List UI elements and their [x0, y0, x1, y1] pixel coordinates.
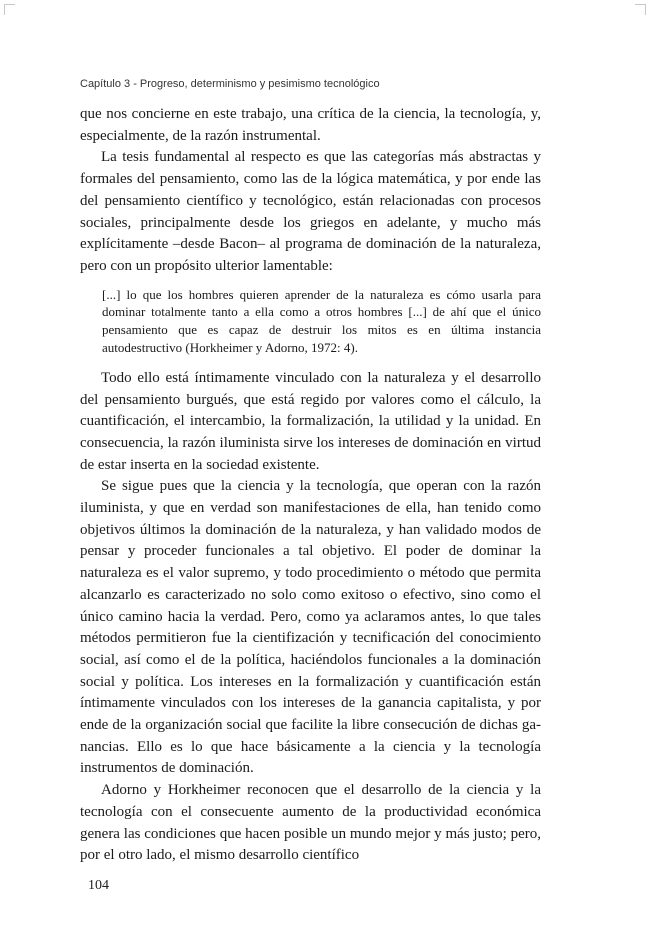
paragraph-continuation: que nos concierne en este trabajo, una crítica de la ciencia, la tecnología, y, especialmente, de la razón instrumental. — [80, 106, 541, 144]
page-corner-mark-right — [635, 4, 646, 15]
page-number: 104 — [88, 878, 109, 893]
paragraph-science-technology: Se sigue pues que la ciencia y la tecnología, que operan con la razón iluminista, y que en verdad son manifestaciones de ella, han tenido como objetivos últimos la dominación de la naturaleza, y han validado modos de pensar y proceder funcionales a tal objetivo. El poder de dominar la naturaleza es el valor supremo, y todo procedimiento o método que permita alcanzarlo es caracterizado no solo como exitoso o efectivo, sino como el único camino hacia la verdad. Pero, como ya aclaramos antes, lo que tales métodos permitieron fue la cientifización y tecnificación del conocimiento social, así como el de la política, haciéndolos funcionales a la dominación social y política. Los intereses en la formalización y cuantificación están íntimamente vinculados con los intereses de la ganancia capitalista, y por ende de la organización social que facilite la libre consecución de dichas ganancias. Ello es lo que hace básicamente a la ciencia y la tecnología instrumentos de dominación. — [80, 478, 541, 777]
block-quote: [...] lo que los hombres quieren aprender de la naturaleza es cómo usarla para dominar totalmente tanto a ella como a otros hombres [...] de ahí que el único pensamiento que es capaz de destruir los mitos es en última instancia autodestructivo (Horkheimer y Adorno, 1972: 4). — [102, 286, 541, 356]
running-header: Capítulo 3 - Progreso, determinismo y pesimismo tecnológico — [80, 78, 380, 90]
paragraph-thesis: La tesis fundamental al respecto es que las categorías más abstractas y formales del pensamiento, como las de la lógica matemática, y por ende las del pensamiento científico y tecnológico, están relacionadas con procesos sociales, principalmente desde los griegos en adelante, y mucho más explícitamente –desde Bacon– al programa de dominación de la naturaleza, pero con un propósito ulterior lamentable: — [80, 149, 541, 274]
paragraph-adorno-horkheimer: Adorno y Horkheimer reconocen que el desarrollo de la ciencia y la tecnología con el consecuente aumento de la productividad económica genera las condiciones que hacen posible un mundo mejor y más justo; pero, por el otro lado, el mismo desarrollo científico — [80, 782, 541, 864]
main-text — [80, 104, 541, 867]
paragraph-bourgeois-thought: Todo ello está íntimamente vinculado con la naturaleza y el desarrollo del pensamiento burgués, que está regido por valores como el cálculo, la cuantificación, el intercambio, la formalización, la utilidad y la unidad. En consecuencia, la razón iluminista sirve los intereses de dominación en virtud de estar inserta en la sociedad existente. — [80, 369, 541, 473]
page-corner-mark-left — [4, 4, 15, 15]
